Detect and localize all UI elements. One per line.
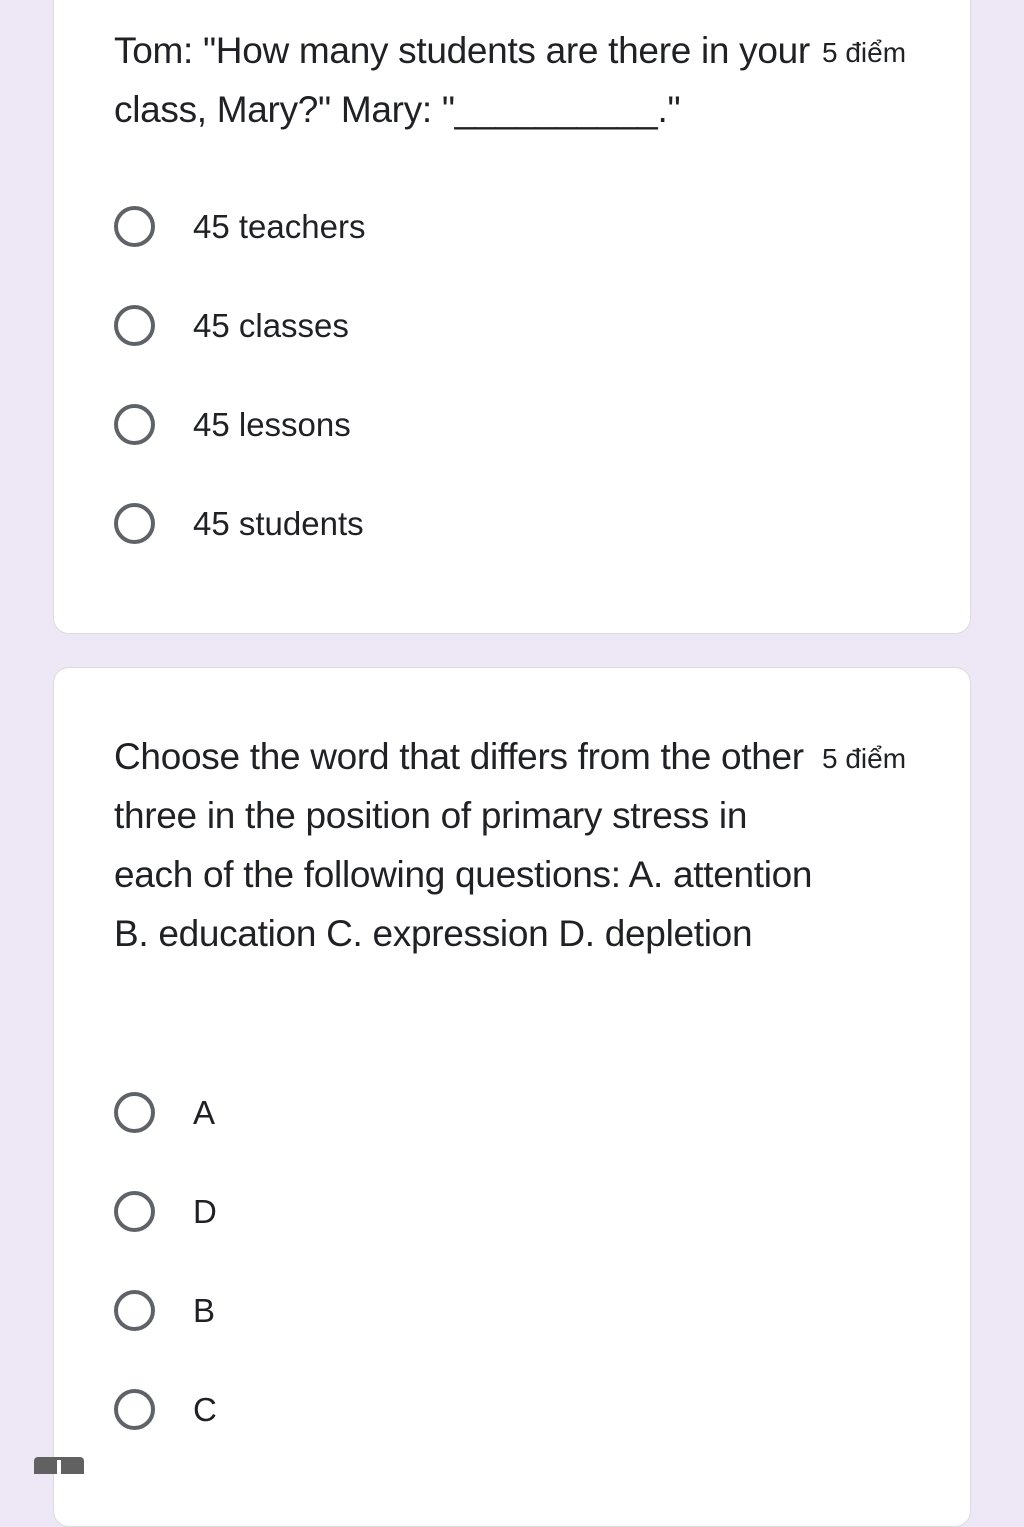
answer-option-1-3[interactable]	[114, 375, 930, 474]
answer-option-label: D	[193, 1192, 217, 1230]
question-header-2	[114, 727, 920, 963]
answer-option-label: 45 teachers	[193, 207, 366, 245]
answer-option-1-1[interactable]	[114, 177, 930, 276]
answer-option-label: C	[193, 1390, 217, 1428]
answer-option-2-3[interactable]	[114, 1261, 930, 1360]
answer-option-label: 45 students	[193, 504, 364, 542]
radio-unchecked-icon[interactable]	[114, 305, 155, 346]
answer-option-2-2[interactable]	[114, 1162, 930, 1261]
question-title-1: Tom: "How many students are there in your class, Mary?" Mary: "__________."	[114, 30, 810, 130]
radio-unchecked-icon[interactable]	[114, 1191, 155, 1232]
question-points-2: 5 điểm	[822, 743, 907, 774]
answer-option-label: A	[193, 1093, 216, 1131]
question-header-1	[114, 21, 920, 139]
question-card-1	[53, 0, 971, 634]
radio-unchecked-icon[interactable]	[114, 206, 155, 247]
answer-option-2-1[interactable]	[114, 1063, 930, 1162]
partial-bottom-icon[interactable]	[34, 1457, 84, 1474]
radio-unchecked-icon[interactable]	[114, 1389, 155, 1430]
answer-option-label: 45 lessons	[193, 405, 351, 443]
answer-option-1-2[interactable]	[114, 276, 930, 375]
radio-unchecked-icon[interactable]	[114, 1290, 155, 1331]
answer-options-1	[114, 177, 930, 573]
question-points-1: 5 điểm	[822, 37, 907, 68]
answer-options-2	[114, 1063, 930, 1459]
answer-option-label: 45 classes	[193, 306, 349, 344]
answer-option-2-4[interactable]	[114, 1360, 930, 1459]
question-title-2: Choose the word that differs from the other three in the position of primary stress in each of the following questions: A. attention B. education C. expression D. depletion	[114, 736, 813, 954]
question-card-2	[53, 667, 971, 1527]
radio-unchecked-icon[interactable]	[114, 404, 155, 445]
answer-option-label: B	[193, 1291, 216, 1329]
answer-option-1-4[interactable]	[114, 474, 930, 573]
radio-unchecked-icon[interactable]	[114, 1092, 155, 1133]
radio-unchecked-icon[interactable]	[114, 503, 155, 544]
